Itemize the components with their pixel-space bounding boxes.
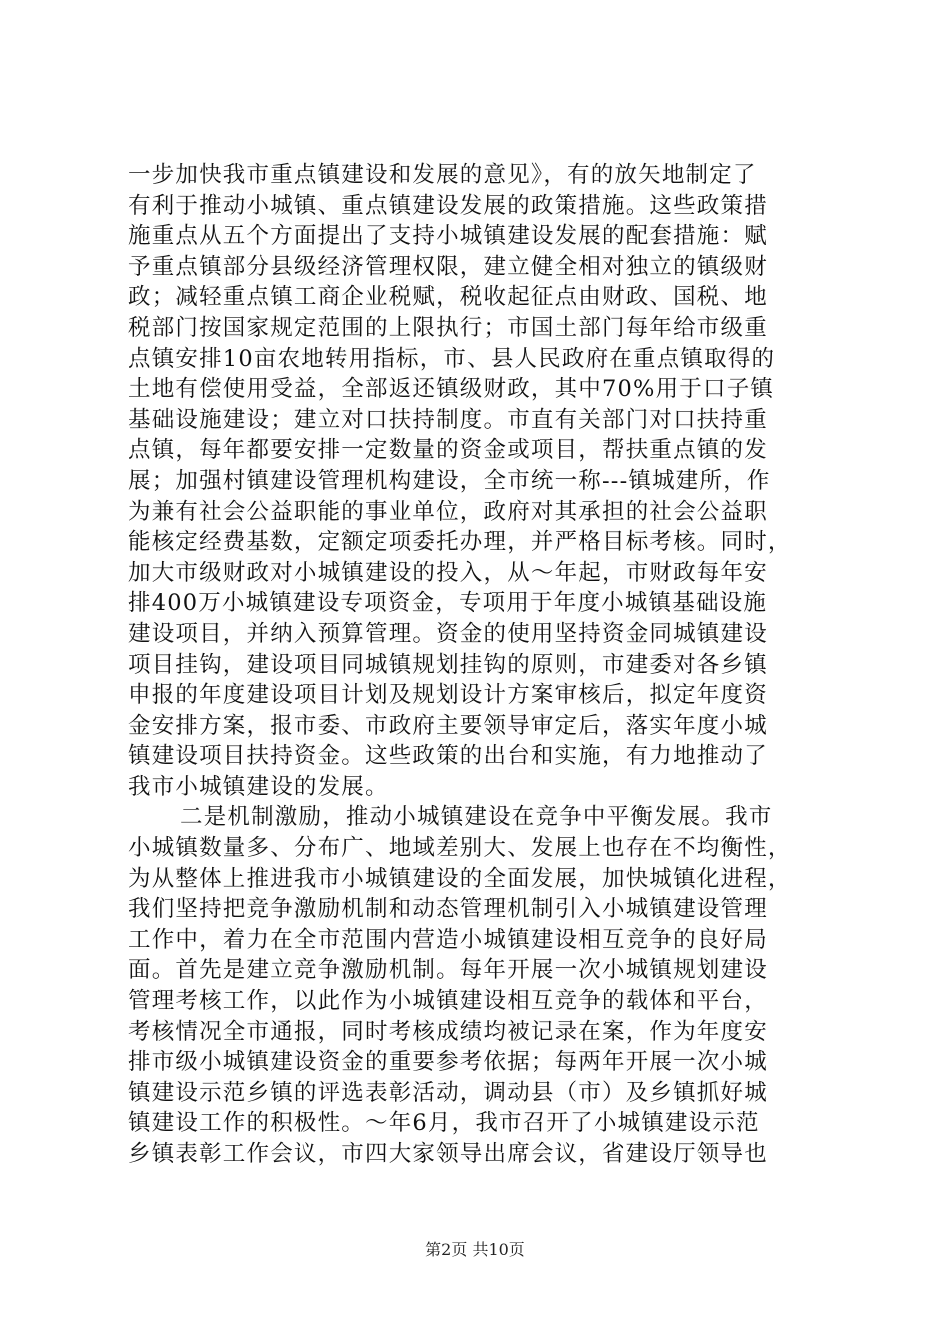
text-line: 政；减轻重点镇工商企业税赋，税收起征点由财政、国税、地 xyxy=(128,284,768,311)
paragraph-start-line: 二是机制激励，推动小城镇建设在竞争中平衡发展。我市 xyxy=(180,804,773,831)
text-line: 申报的年度建设项目计划及规划设计方案审核后，拟定年度资 xyxy=(128,682,768,709)
text-line: 项目挂钩，建设项目同城镇规划挂钩的原则，市建委对各乡镇 xyxy=(128,651,768,678)
text-line: 建设项目，并纳入预算管理。资金的使用坚持资金同城镇建设 xyxy=(128,620,768,647)
text-line: 面。首先是建立竞争激励机制。每年开展一次小城镇规划建设 xyxy=(128,957,768,984)
text-line: 为从整体上推进我市小城镇建设的全面发展，加快城镇化进程， xyxy=(128,865,792,892)
text-line: 考核情况全市通报，同时考核成绩均被记录在案，作为年度安 xyxy=(128,1018,768,1045)
text-line: 展；加强村镇建设管理机构建设，全市统一称---镇城建所，作 xyxy=(128,467,771,494)
text-line: 基础设施建设；建立对口扶持制度。市直有关部门对口扶持重 xyxy=(128,406,768,433)
text-line: 镇建设工作的积极性。～年6月，我市召开了小城镇建设示范 xyxy=(128,1110,760,1137)
text-line: 一步加快我市重点镇建设和发展的意见》，有的放矢地制定了 xyxy=(128,162,757,188)
text-line: 税部门按国家规定范围的上限执行；市国土部门每年给市级重 xyxy=(128,314,768,341)
text-line: 管理考核工作，以此作为小城镇建设相互竞争的载体和平台， xyxy=(128,988,768,1015)
text-line: 小城镇数量多、分布广、地域差别大、发展上也存在不均衡性， xyxy=(128,835,792,862)
text-line: 镇建设示范乡镇的评选表彰活动，调动县（市）及乡镇抓好城 xyxy=(128,1079,768,1106)
text-line: 土地有偿使用受益，全部返还镇级财政，其中70%用于口子镇 xyxy=(128,376,775,403)
text-line: 点镇，每年都要安排一定数量的资金或项目，帮扶重点镇的发 xyxy=(128,437,768,464)
text-line: 镇建设项目扶持资金。这些政策的出台和实施，有力地推动了 xyxy=(128,743,768,770)
text-line: 乡镇表彰工作会议，市四大家领导出席会议，省建设厅领导也 xyxy=(128,1141,768,1167)
page-number-label: 第2页 共10页 xyxy=(425,1240,525,1259)
text-line: 排400万小城镇建设专项资金，专项用于年度小城镇基础设施 xyxy=(128,590,768,617)
text-line: 点镇安排10亩农地转用指标，市、县人民政府在重点镇取得的 xyxy=(128,345,776,372)
page-footer xyxy=(0,1240,950,1260)
text-line: 我市小城镇建设的发展。 xyxy=(128,773,389,800)
text-line: 为兼有社会公益职能的事业单位，政府对其承担的社会公益职 xyxy=(128,498,768,525)
text-line: 工作中，着力在全市范围内营造小城镇建设相互竞争的良好局 xyxy=(128,926,768,953)
body-text xyxy=(128,160,828,1170)
text-line: 能核定经费基数，定额定项委托办理，并严格目标考核。同时， xyxy=(128,529,792,556)
text-line: 加大市级财政对小城镇建设的投入，从～年起，市财政每年安 xyxy=(128,559,768,586)
text-line: 施重点从五个方面提出了支持小城镇建设发展的配套措施：赋 xyxy=(128,223,768,250)
text-line: 排市级小城镇建设资金的重要参考依据；每两年开展一次小城 xyxy=(128,1049,768,1076)
text-line: 我们坚持把竞争激励机制和动态管理机制引入小城镇建设管理 xyxy=(128,896,768,923)
text-line: 予重点镇部分县级经济管理权限，建立健全相对独立的镇级财 xyxy=(128,253,768,280)
text-line: 有利于推动小城镇、重点镇建设发展的政策措施。这些政策措 xyxy=(128,192,768,219)
text-line: 金安排方案，报市委、市政府主要领导审定后，落实年度小城 xyxy=(128,712,768,739)
